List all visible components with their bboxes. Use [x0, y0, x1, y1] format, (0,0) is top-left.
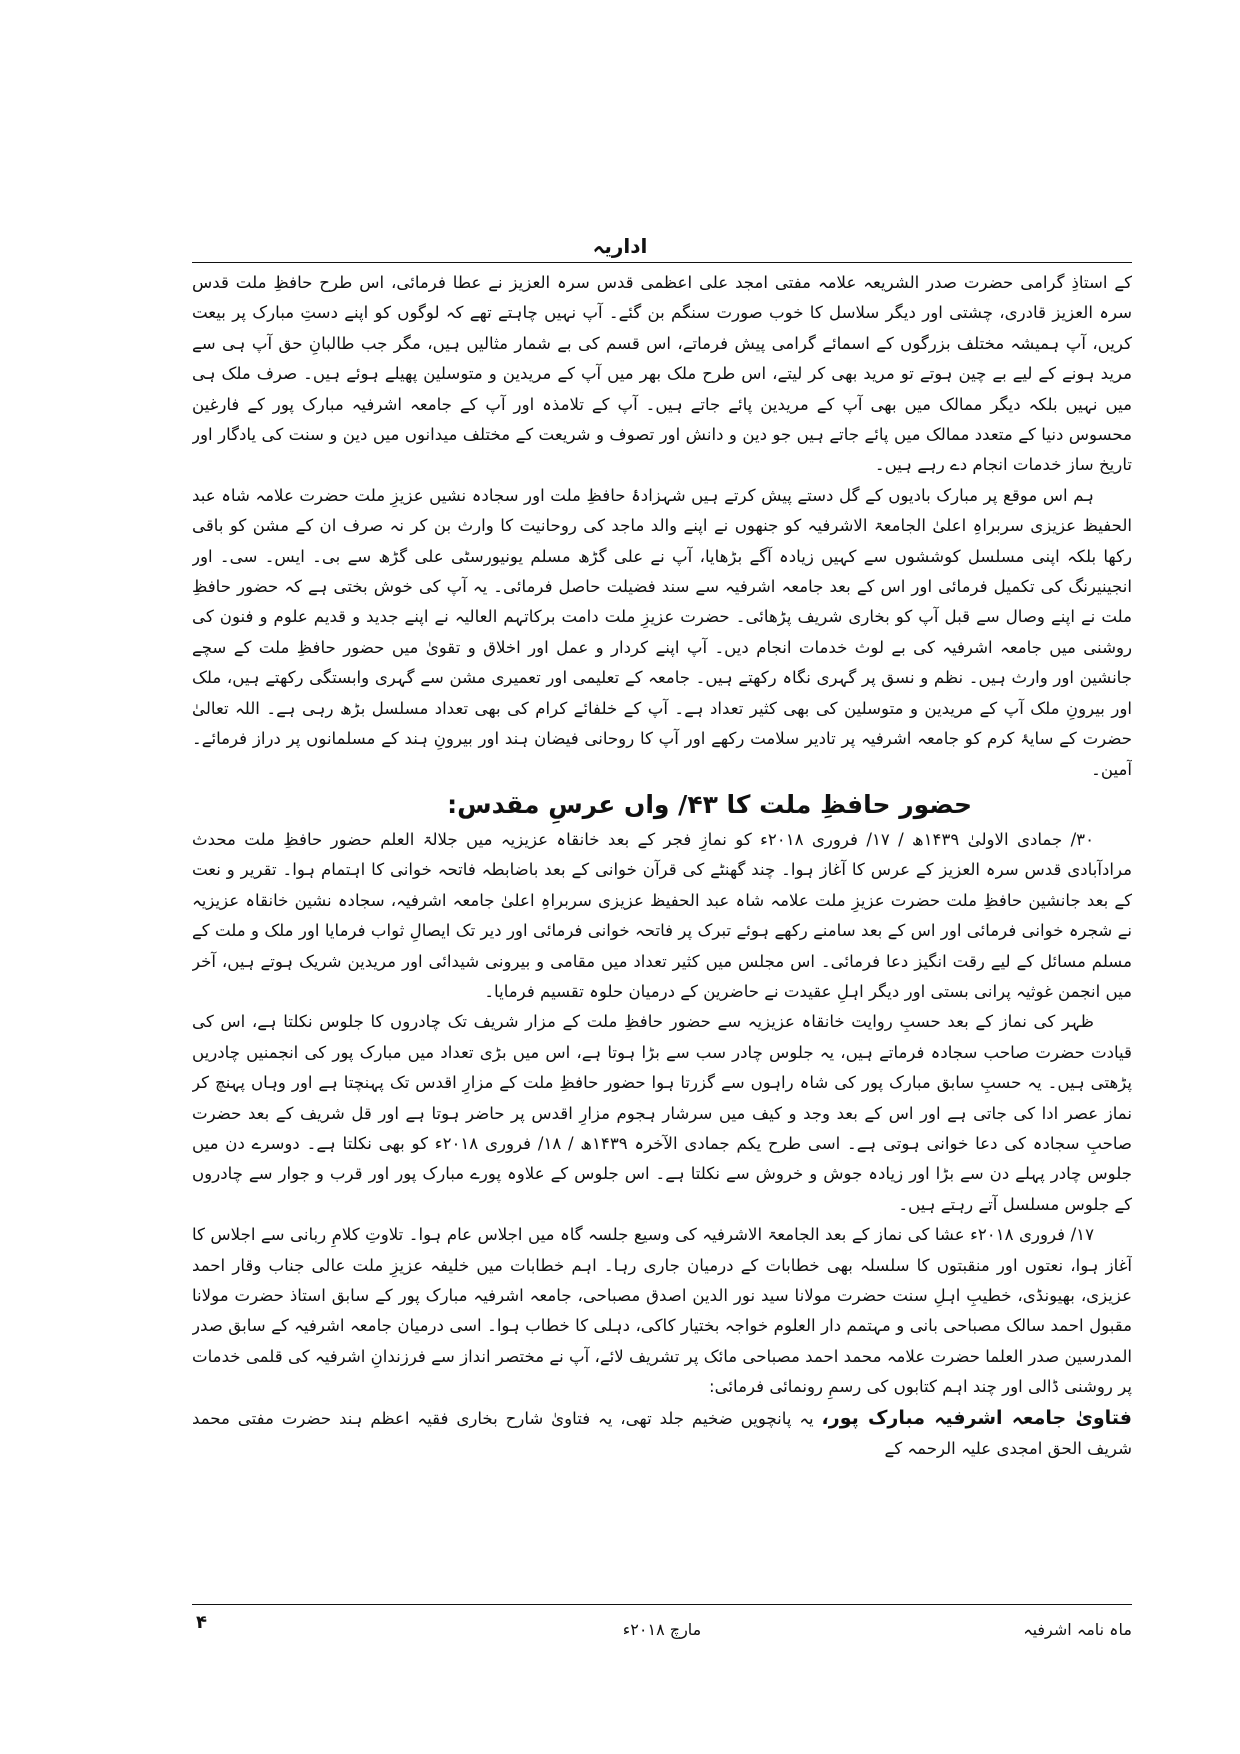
section-title: اداریہ: [592, 234, 648, 258]
paragraph-3: ۳۰/ جمادی الاولیٰ ۱۴۳۹ھ / ۱۷/ فروری ۲۰۱۸ء کو نمازِ فجر کے بعد خانقاہ عزیزیہ میں جلالۃ العلم حضور حافظِ ملت محدث مرادآبادی قدس سرہ العزیز کے عرس کا آغاز ہوا۔ چند گھنٹے کی قرآن خوانی کے بعد باضابطہ فاتحہ خوانی کا اہتمام ہوا۔ تقریر و نعت کے بعد جانشین حافظِ ملت حضرت عزیزِ ملت علامہ شاہ عبد الحفیظ عزیزی سربراہِ اعلیٰ جامعہ اشرفیہ، سجادہ نشین خانقاہ عزیزیہ نے شجرہ خوانی فرمائی اور اس کے بعد سامنے رکھے ہوئے تبرک پر فاتحہ خوانی فرمائی اور دیر تک ایصالِ ثواب فرمایا اور ملک و ملت کے مسلم مسائل کے لیے رقت انگیز دعا فرمائی۔ اس مجلس میں کثیر تعداد میں مقامی و بیرونی شیدائی اور مریدین شریک ہوتے ہیں، آخر میں انجمن غوثیہ پرانی بستی اور دیگر اہلِ عقیدت نے حاضرین کے درمیان حلوہ تقسیم فرمایا۔: [192, 829, 1132, 1001]
top-rule: [192, 262, 1132, 263]
paragraph-4: ظہر کی نماز کے بعد حسبِ روایت خانقاہ عزیزیہ سے حضور حافظِ ملت کے مزار شریف تک چادروں کا جلوس نکلتا ہے، اس کی قیادت حضرت صاحب سجادہ فرماتے ہیں، یہ جلوس چادر سب سے بڑا ہوتا ہے، اس میں بڑی تعداد میں مبارک پور کی انجمنیں چادریں پڑھتی ہیں۔ یہ حسبِ سابق مبارک پور کی شاہ راہوں سے گزرتا ہوا حضور حافظِ ملت کے مزارِ اقدس تک پہنچتا ہے اور وہاں پہنچ کر نماز عصر ادا کی جاتی ہے اور اس کے بعد وجد و کیف میں سرشار ہجوم مزارِ اقدس پر حاضر ہوتا ہے اور قل شریف کے بعد حضرت صاحبِ سجادہ کی دعا خوانی ہوتی ہے۔ اسی طرح یکم جمادی الآخرہ ۱۴۳۹ھ / ۱۸/ فروری ۲۰۱۸ء کو بھی نکلتا ہے۔ دوسرے دن میں جلوس چادر پہلے دن سے بڑا اور زیادہ جوش و خروش سے نکلتا ہے۔ اس جلوس کے علاوہ پورے مبارک پور اور قرب و جوار سے چادروں کے جلوس مسلسل آتے رہتے ہیں۔: [192, 1012, 1132, 1214]
paragraph-5: ۱۷/ فروری ۲۰۱۸ء عشا کی نماز کے بعد الجامعۃ الاشرفیہ کی وسیع جلسہ گاہ میں اجلاس عام ہوا۔ تلاوتِ کلامِ ربانی سے اجلاس کا آغاز ہوا، نعتوں اور منقبتوں کا سلسلہ بھی خطابات کے درمیان جاری رہا۔ اہم خطابات میں خلیفہ عزیزِ ملت عالی جناب وقار احمد عزیزی، بھیونڈی، خطیبِ اہلِ سنت حضرت مولانا سید نور الدین اصدق مصباحی، جامعہ اشرفیہ مبارک پور کے سابق استاذ حضرت مولانا مقبول احمد سالک مصباحی بانی و مہتمم دار العلوم خواجہ بختیار کاکی، دہلی کا خطاب ہوا۔ اسی درمیان جامعہ اشرفیہ کے سابق صدر المدرسین صدر العلما حضرت علامہ محمد احمد مصباحی مائک پر تشریف لائے، آپ نے مختصر انداز سے فرزندانِ اشرفیہ کی قلمی خدمات پر روشنی ڈالی اور چند اہم کتابوں کی رسمِ رونمائی فرمائی:: [192, 1225, 1132, 1397]
section-heading: حضور حافظِ ملت کا ۴۳/ واں عرسِ مقدس:: [447, 789, 972, 819]
paragraph-2: ہم اس موقع پر مبارک بادیوں کے گل دستے پیش کرتے ہیں شہزادۂ حافظِ ملت اور سجادہ نشیں عزیزِ ملت حضرت علامہ شاہ عبد الحفیظ عزیزی سربراہِ اعلیٰ الجامعۃ الاشرفیہ کو جنھوں نے اپنے والد ماجد کی روحانیت کا وارث بن کر نہ صرف ان کے مشن کو باقی رکھا بلکہ اپنی مسلسل کوششوں سے کہیں زیادہ آگے بڑھایا، آپ نے علی گڑھ مسلم یونیورسٹی علی گڑھ سے بی۔ ایس۔ سی۔ اور انجینیرنگ کی تکمیل فرمائی اور اس کے بعد جامعہ اشرفیہ سے سند فضیلت حاصل فرمائی۔ یہ آپ کی خوش بختی ہے کہ حضور حافظِ ملت نے اپنے وصال سے قبل آپ کو بخاری شریف پڑھائی۔ حضرت عزیزِ ملت دامت برکاتہم العالیہ نے اپنے جدید و قدیم علوم و فنون کی روشنی میں جامعہ اشرفیہ کی بے لوث خدمات انجام دیں۔ آپ اپنے کردار و عمل اور اخلاق و تقویٰ میں حضور حافظِ ملت کے سچے جانشین اور وارث ہیں۔ نظم و نسق پر گہری نگاہ رکھتے ہیں۔ جامعہ کے تعلیمی اور تعمیری مشن سے گہری وابستگی رکھتے ہیں، ملک اور بیرونِ ملک آپ کے مریدین و متوسلین کی بھی کثیر تعداد ہے۔ آپ کے خلفائے کرام کی بھی تعداد مسلسل بڑھ رہی ہے۔ اللہ تعالیٰ حضرت کے سایۂ کرم کو جامعہ اشرفیہ پر تادیر سلامت رکھے اور آپ کا روحانی فیضان ہند اور بیرونِ ہند کے مسلمانوں پر دراز فرمائے۔ آمین۔: [192, 485, 1132, 779]
paragraph-6: [192, 1403, 1132, 1465]
paragraph-6-lead: فتاویٰ جامعہ اشرفیہ مبارک پور،: [821, 1406, 1132, 1429]
paragraph-1: کے استاذِ گرامی حضرت صدر الشریعہ علامہ مفتی امجد علی اعظمی قدس سرہ العزیز نے عطا فرمائی، اس طرح حافظِ ملت قدس سرہ العزیز قادری، چشتی اور دیگر سلاسل کا خوب صورت سنگم بن گئے۔ آپ نہیں چاہتے تھے کہ لوگوں کو اپنے دستِ مبارک پر بیعت کریں، آپ ہمیشہ مختلف بزرگوں کے اسمائے گرامی پیش فرماتے، اس قسم کی بے شمار مثالیں ہیں، مگر جب طالبانِ حق آپ ہی سے مرید ہونے کے لیے بے چین ہوتے تو مرید بھی کر لیتے، اس طرح ملک بھر میں آپ کے مریدین و متوسلین پھیلے ہوئے ہیں۔ صرف ملک ہی میں نہیں بلکہ دیگر ممالک میں بھی آپ کے مریدین پائے جاتے ہیں۔ آپ کے تلامذہ اور آپ کے جامعہ اشرفیہ مبارک پور کے فارغین محسوس دنیا کے متعدد ممالک میں پائے جاتے ہیں جو دین و دانش اور تصوف و شریعت کے مختلف میدانوں میں دین و سنت کی یادگار اور تاریخ ساز خدمات انجام دے رہے ہیں۔: [192, 273, 1132, 475]
bottom-rule: [192, 1604, 1132, 1605]
issue-date: مارچ ۲۰۱۸ء: [622, 1620, 702, 1639]
page-footer: [192, 1612, 1132, 1648]
article-body: [192, 268, 1132, 1598]
paragraph-6-text: یہ پانچویں ضخیم جلد تھی، یہ فتاویٰ شارح بخاری فقیہ اعظم ہند حضرت مفتی محمد شریف الحق امجدی علیہ الرحمہ کے: [192, 1408, 1132, 1459]
magazine-name: ماہ نامہ اشرفیہ: [1023, 1620, 1132, 1639]
page-number: ۴: [196, 1612, 207, 1633]
